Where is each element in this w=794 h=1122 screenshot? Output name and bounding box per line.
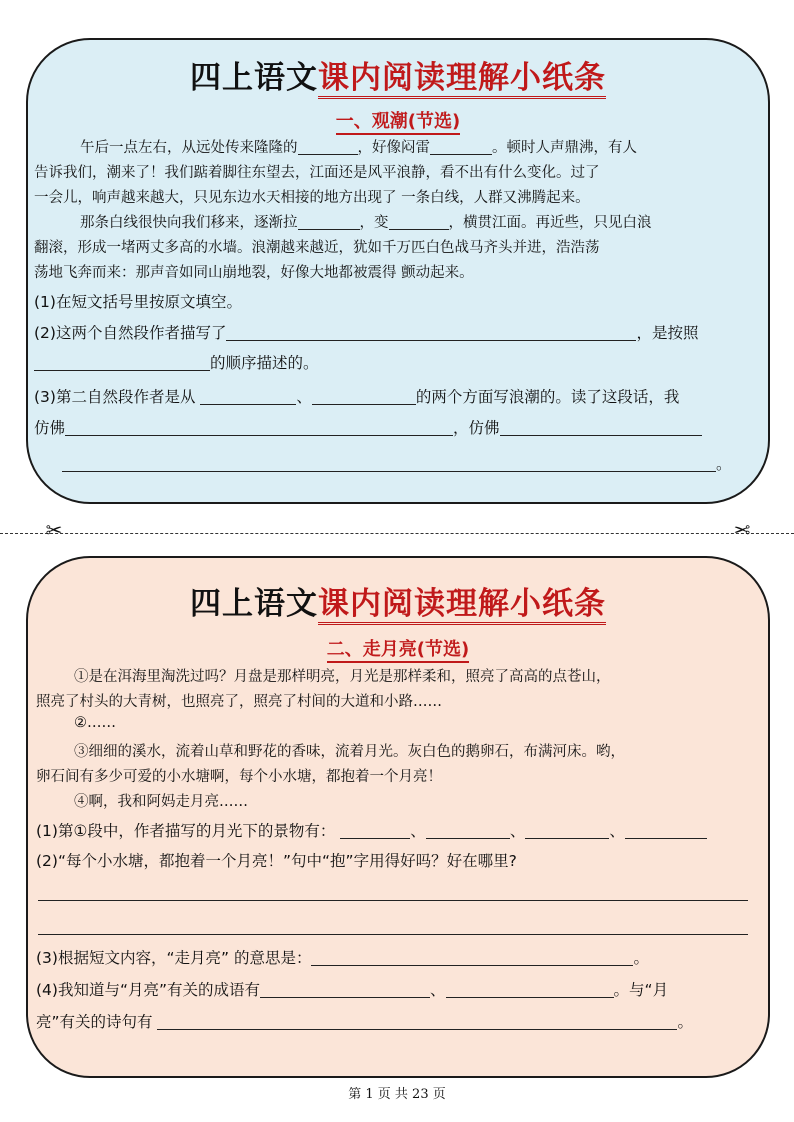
question-text: ，是按照 [636,324,699,342]
answer-blank[interactable] [525,837,609,839]
passage-line: 荡地飞奔而来：那声音如同山崩地裂，好像大地都被震得 颤动起来。 [34,265,474,281]
question-text: 。 [633,949,649,967]
question-text: 的两个方面写浪潮的。读了这段话，我 [415,388,680,406]
question-text: ，仿佛 [453,419,500,437]
question-4-cont [36,1010,693,1032]
fill-blank[interactable] [430,153,492,155]
question-text: 、 [430,981,446,999]
subtitle-text: 二、走月亮(节选) [327,639,469,663]
passage-line: 翻滚，形成一堵两丈多高的水墙。浪潮越来越近，犹如千万匹白色战马齐头并进，浩浩荡 [34,240,600,256]
card-title [28,52,768,99]
question-text: 、 [296,388,312,406]
passage-line: ④啊，我和阿妈走月亮…… [74,794,248,810]
question-text: (4)我知道与“月亮”有关的成语有 [36,981,261,999]
answer-blank[interactable] [200,403,296,405]
passage-text: 午后一点左右，从远处传来隆隆的 [80,140,298,156]
cut-line [0,533,794,534]
passage-text: 。顿时人声鼎沸，有人 [492,140,637,156]
reading-card-zouyueliang [26,556,770,1078]
passage-text: ，变 [359,215,389,231]
fill-blank[interactable] [389,228,449,230]
question-1: (1)在短文括号里按原文填空。 [34,293,242,311]
question-1 [36,819,707,841]
answer-blank[interactable] [260,996,430,998]
passage-line: ②…… [74,715,116,731]
passage-line: ①是在洱海里淘洗过吗？月盘是那样明亮，月光是那样柔和，照亮了高高的点苍山， [74,669,611,685]
question-text: 。与“月 [613,981,669,999]
reading-card-guanchao [26,38,770,504]
answer-blank[interactable] [312,403,416,405]
section-subtitle [28,635,768,661]
question-2 [34,321,698,343]
passage-text: ，横贯江面。再近些，只见白浪 [448,215,652,231]
question-2-cont [34,351,319,373]
answer-blank[interactable] [426,837,510,839]
answer-blank[interactable] [446,996,614,998]
question-text: 、 [609,822,625,840]
answer-line[interactable] [38,934,748,935]
passage-line: 告诉我们，潮来了！我们踮着脚往东望去，江面还是风平浪静，看不出有什么变化。过了 [34,165,600,181]
answer-blank[interactable] [340,837,410,839]
passage-line: 一会儿，响声越来越大，只见东边水天相接的地方出现了 一条白线，人群又沸腾起来。 [34,190,590,206]
subtitle-text: 一、观潮(节选) [336,111,460,135]
answer-blank[interactable] [226,339,636,341]
question-text: (1)第①段中，作者描写的月光下的景物有： [36,822,336,840]
title-black-part: 四上语文 [190,586,318,622]
question-text: 。 [716,455,732,473]
question-text: 仿佛 [34,419,66,437]
question-3-cont [34,416,702,438]
question-text: (3)第二自然段作者是从 [34,388,196,406]
answer-blank[interactable] [62,470,716,472]
passage-text: ，好像闷雷 [357,140,430,156]
question-text: 、 [410,822,426,840]
passage-text: 那条白线很快向我们移来，逐渐拉 [80,215,298,231]
passage-line: ③细细的溪水，流着山草和野花的香味，流着月光。灰白色的鹅卵石，布满河床。哟， [74,744,625,760]
answer-blank[interactable] [311,964,633,966]
question-text: 、 [509,822,526,840]
question-2: (2)“每个小水塘，都抱着一个月亮！”句中“抱”字用得好吗？好在哪里? [36,852,517,870]
question-text: (3)根据短文内容，“走月亮” 的意思是： [36,949,312,967]
question-text: 亮”有关的诗句有 [36,1013,153,1031]
title-red-part: 课内阅读理解小纸条 [318,62,606,99]
passage-line: 照亮了村头的大青树，也照亮了，照亮了村间的大道和小路…… [36,694,442,710]
question-text: 。 [677,1013,693,1031]
answer-blank[interactable] [157,1028,677,1030]
answer-blank[interactable] [500,434,702,436]
answer-line[interactable] [38,900,748,901]
card-title [28,578,768,625]
scissors-icon: ✂ [45,518,63,542]
question-text: 的顺序描述的。 [210,354,319,372]
answer-blank[interactable] [34,369,210,371]
page-number: 第 1 页 共 23 页 [348,1087,446,1102]
title-red-part: 课内阅读理解小纸条 [318,588,606,625]
question-3 [34,385,679,407]
passage-line: 卵石间有多少可爱的小水塘啊，每个小水塘，都抱着一个月亮！ [36,769,442,785]
question-text: (2)这两个自然段作者描写了 [34,324,227,342]
question-3 [36,946,649,968]
fill-blank[interactable] [298,228,360,230]
passage-line [80,211,652,232]
fill-blank[interactable] [298,153,358,155]
title-black-part: 四上语文 [190,60,318,96]
answer-blank[interactable] [65,434,453,436]
question-3-end [62,452,732,474]
passage-line [80,136,637,157]
section-subtitle [28,107,768,133]
answer-blank[interactable] [625,837,707,839]
question-4 [36,978,668,1000]
scissors-icon: ✂ [733,518,751,542]
